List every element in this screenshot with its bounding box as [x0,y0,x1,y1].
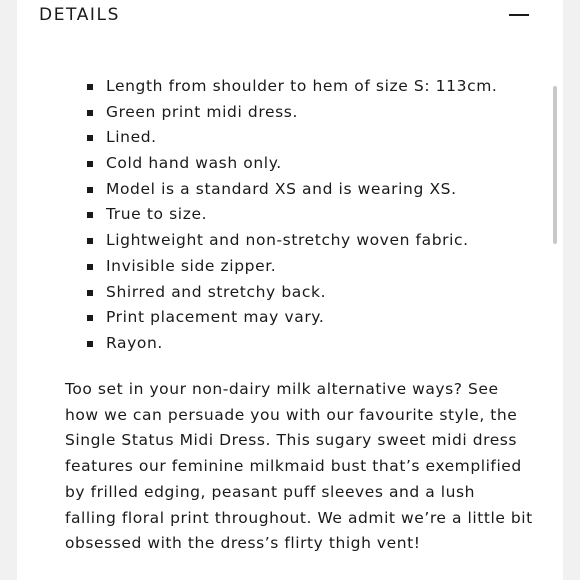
description-line: by frilled edging, peasant puff sleeves and a lush [65,482,476,501]
square-bullet-icon [87,161,93,167]
feature-item [17,280,557,306]
feature-item [17,177,557,203]
square-bullet-icon [87,341,93,347]
feature-item [17,74,557,100]
feature-text: Green print midi dress. [106,102,298,121]
details-panel [17,0,563,580]
right-margin [563,0,580,580]
left-margin [0,0,17,580]
feature-text: Rayon. [106,333,163,352]
square-bullet-icon [87,84,93,90]
square-bullet-icon [87,238,93,244]
feature-item [17,331,557,357]
description-line: obsessed with the dress’s flirty thigh vent! [65,534,421,553]
description-line: falling floral print throughout. We admit we’re a little bit [65,508,533,527]
square-bullet-icon [87,212,93,218]
feature-text: Shirred and stretchy back. [106,282,327,301]
description-line: Single Status Midi Dress. This sugary sweet midi dress [65,431,518,450]
square-bullet-icon [87,135,93,141]
feature-item [17,100,557,126]
feature-item [17,305,557,331]
feature-text: Print placement may vary. [106,308,325,327]
feature-item [17,254,557,280]
details-accordion-header[interactable] [17,0,563,34]
feature-text: True to size. [106,205,208,224]
feature-item [17,151,557,177]
feature-text: Cold hand wash only. [106,154,282,173]
scrollbar-thumb[interactable] [553,86,557,244]
square-bullet-icon [87,315,93,321]
feature-item [17,125,557,151]
square-bullet-icon [87,187,93,193]
feature-text: Model is a standard XS and is wearing XS. [106,179,457,198]
feature-list [17,74,557,357]
square-bullet-icon [87,110,93,116]
product-description [65,377,535,557]
description-line: how we can persuade you with our favourite style, the [65,405,518,424]
square-bullet-icon [87,290,93,296]
description-line: features our feminine milkmaid bust that’s exemplified [65,457,522,476]
feature-text: Lightweight and non-stretchy woven fabric. [106,231,469,250]
feature-item [17,228,557,254]
feature-text: Invisible side zipper. [106,256,277,275]
details-title: DETAILS [39,5,121,25]
feature-text: Lined. [106,128,157,147]
feature-item [17,202,557,228]
square-bullet-icon [87,264,93,270]
feature-text: Length from shoulder to hem of size S: 113cm. [106,77,498,95]
minus-icon[interactable] [509,14,529,16]
description-line: Too set in your non-dairy milk alternative ways? See [65,380,499,398]
